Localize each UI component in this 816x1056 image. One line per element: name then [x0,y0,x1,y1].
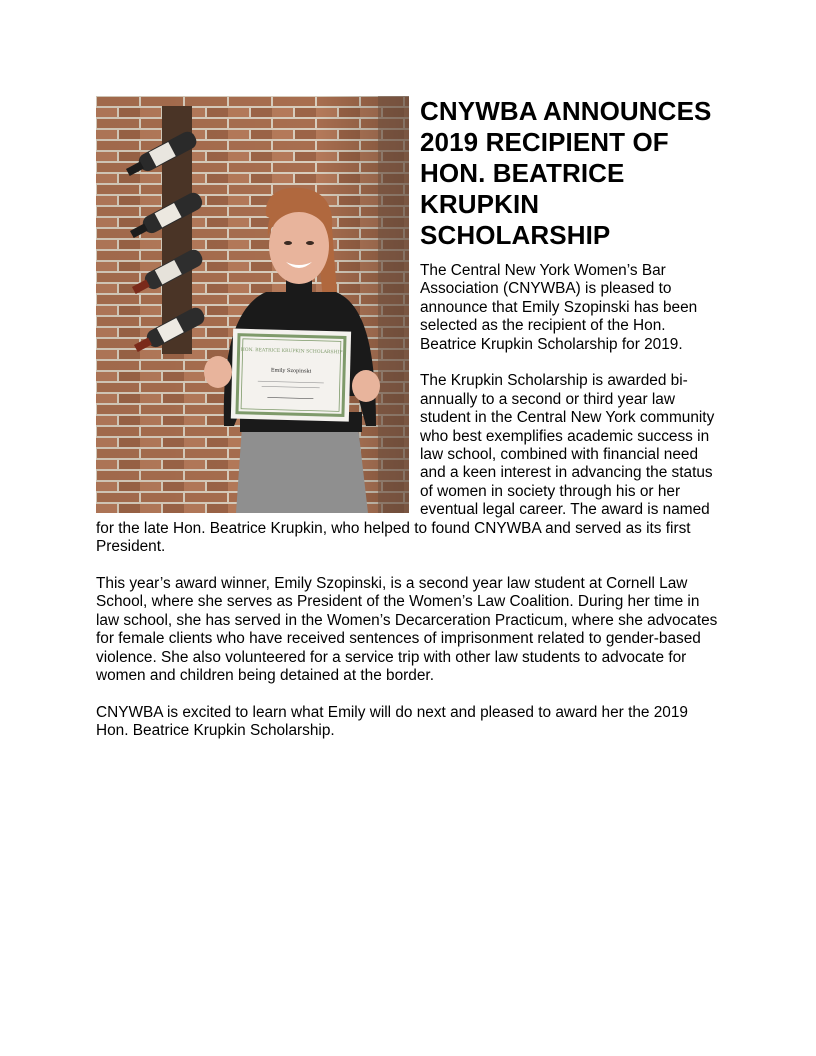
certificate [231,329,351,422]
paragraph-scholarship-description: The Krupkin Scholarship is awarded bi-annually to a second or third year law student in the Central New York community who best exemplifies academic success in law school, combined with financial need and a keen interest in advancing the status of women in society through his or her eventual legal career. The award is named for the late Hon. Beatrice Krupkin, who helped to found CNYWBA and served as its first President. [96,372,715,556]
article [96,96,722,741]
certificate-title: HON. BEATRICE KRUPKIN SCHOLARSHIP [240,347,343,356]
headline-line: CNYWBA ANNOUNCES [420,96,712,126]
paragraph-closing: CNYWBA is excited to learn what Emily will do next and pleased to award her the 2019 Hon. Beatrice Krupkin Scholarship. [96,703,688,740]
certificate-name: Emily Szopinski [270,367,312,375]
headline-line: SCHOLARSHIP [420,220,611,250]
headline-line: 2019 RECIPIENT OF [420,127,669,157]
award-photo [96,96,409,513]
headline-line: KRUPKIN [420,189,540,219]
headline-line: HON. BEATRICE [420,158,625,188]
paragraph-announcement: The Central New York Women’s Bar Association (CNYWBA) is pleased to announce that Emily Szopinski has been selected as the recipient of the Hon. Beatrice Krupkin Scholarship for 2019. [420,262,698,353]
award-photo-illustration [96,96,409,513]
paragraph-award-winner: This year’s award winner, Emily Szopinski, is a second year law student at Cornell Law School, where she serves as President of the Women’s Law Coalition. During her time in law school, she has served in the Women’s Decarceration Practicum, where she advocates for female clients who have received sentences of imprisonment related to gender-based violence. She also volunteered for a service trip with other law students to advocate for women and children being detained at the border. [96,574,718,684]
